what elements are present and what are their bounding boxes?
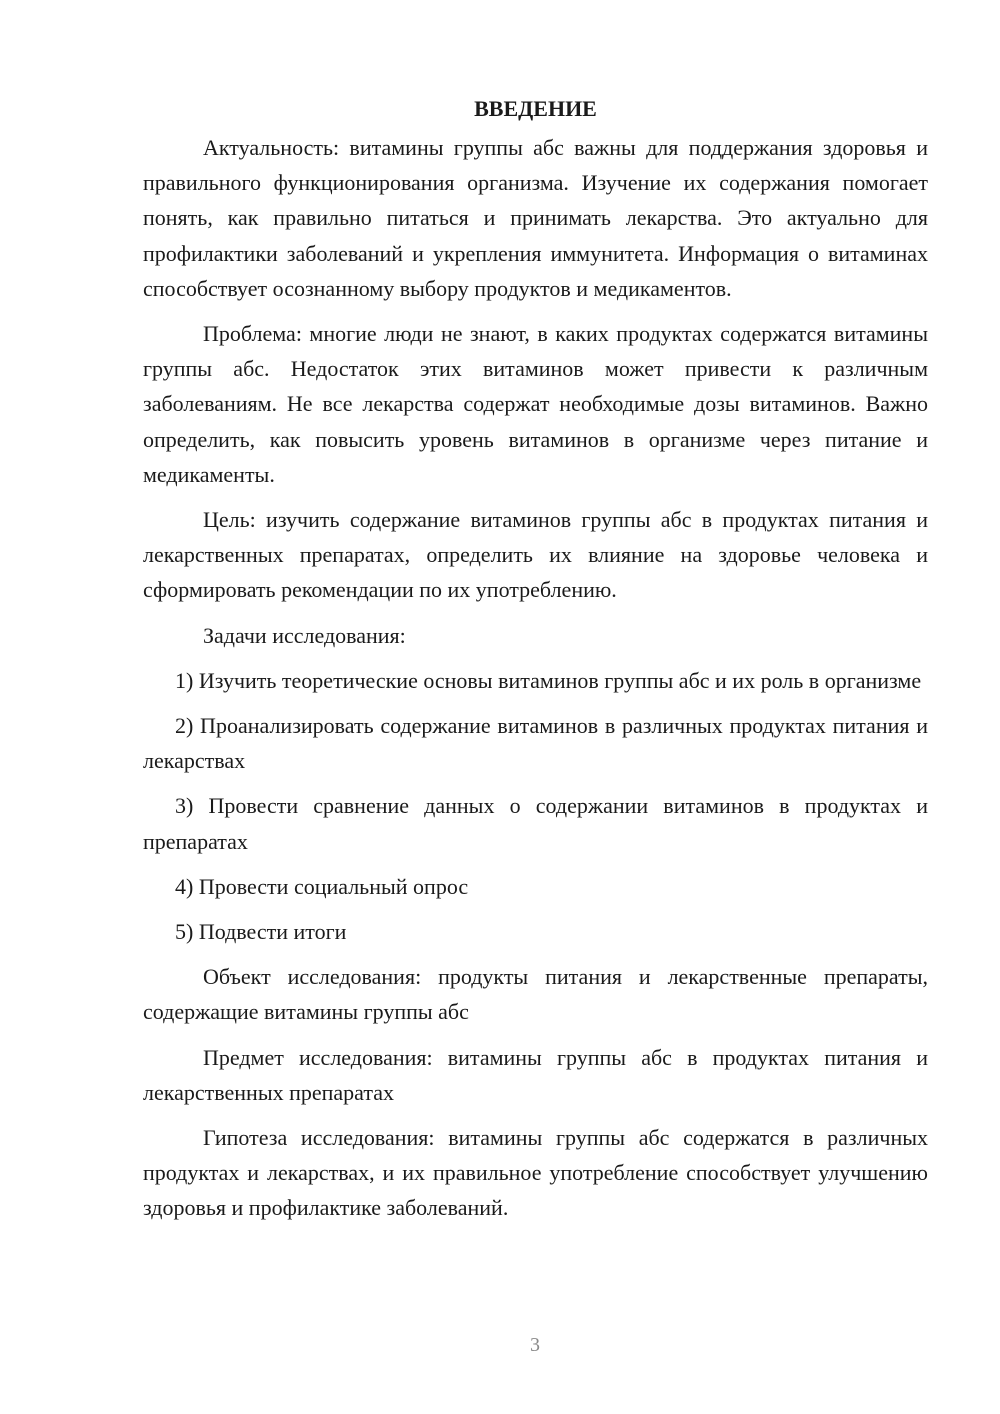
object-paragraph: Объект исследования: продукты питания и лекарственные препараты, содержащие витамины группы абс [143, 964, 928, 1025]
tasks-title: Задачи исследования: [203, 622, 406, 648]
subject-paragraph: Предмет исследования: витамины группы абс в продуктах питания и лекарственных препаратах [143, 1044, 928, 1105]
task-item-4: 4) Провести социальный опрос [175, 873, 469, 899]
document-page [143, 92, 928, 1236]
section-heading: ВВЕДЕНИЕ [474, 96, 597, 121]
task-item-1: 1) Изучить теоретические основы витаминов группы абс и их роль в организме [175, 667, 922, 693]
relevance-paragraph: Актуальность: витамины группы абс важны для поддержания здоровья и правильного функционирования организма. Изучение их содержания помогает понять, как правильно питаться и принимать лекарства. Это актуально для профилактики заболеваний и укрепления иммунитета. Информация о витаминах способствует осознанному выбору продуктов и медикаментов. [143, 135, 928, 301]
page-number: 3 [530, 1334, 540, 1356]
task-item-2: 2) Проанализировать содержание витаминов в различных продуктах питания и лекарствах [143, 713, 928, 774]
problem-paragraph: Проблема: многие люди не знают, в каких продуктах содержатся витамины группы абс. Недостаток этих витаминов может привести к различным заболеваниям. Не все лекарства содержат необходимые дозы витаминов. Важно определить, как повысить уровень витаминов в организме через питание и медикаменты. [143, 321, 928, 487]
task-item-3: 3) Провести сравнение данных о содержании витаминов в продуктах и препаратах [143, 793, 928, 854]
hypothesis-paragraph: Гипотеза исследования: витамины группы абс содержатся в различных продуктах и лекарствах, и их правильное употребление способствует улучшению здоровья и профилактике заболеваний. [143, 1125, 928, 1221]
goal-paragraph: Цель: изучить содержание витаминов группы абс в продуктах питания и лекарственных препаратах, определить их влияние на здоровье человека и сформировать рекомендации по их употреблению. [143, 507, 928, 603]
task-item-5: 5) Подвести итоги [175, 919, 347, 945]
